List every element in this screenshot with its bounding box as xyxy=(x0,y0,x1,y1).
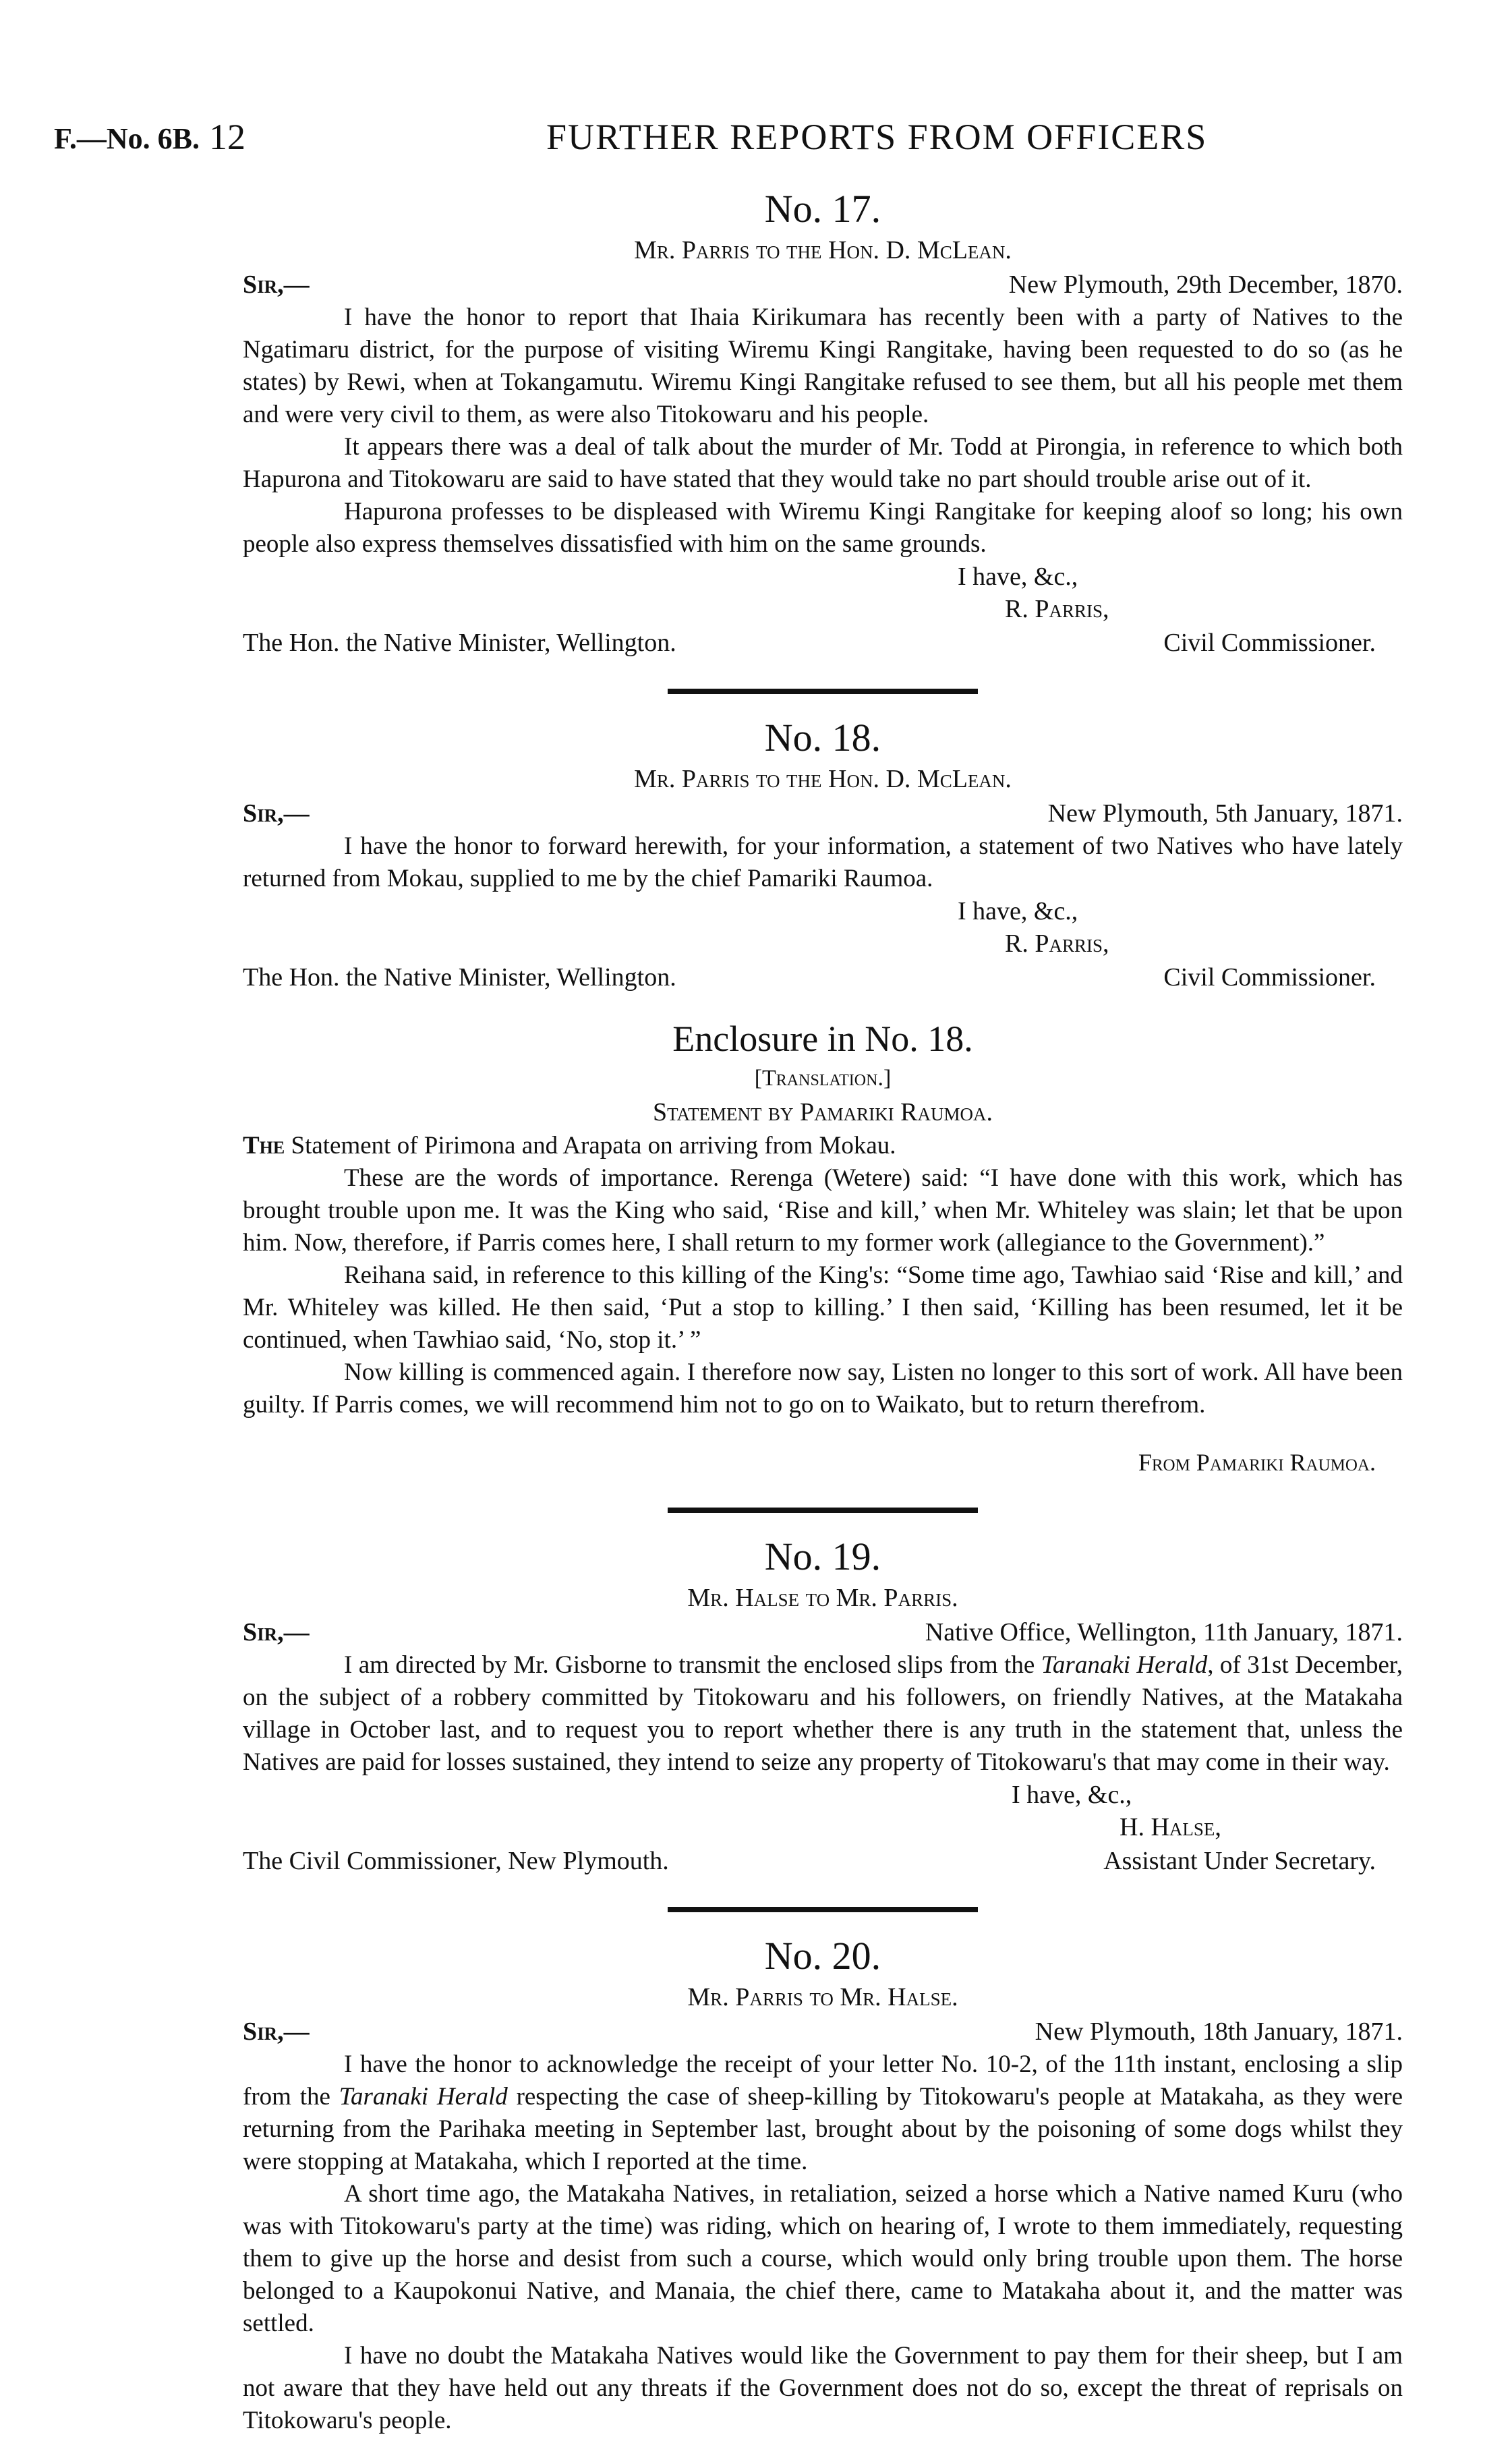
paragraph: Reihana said, in reference to this killing of the King's: “Some time ago, Tawhiao said ‘Rise and kill,’ and Mr. Whiteley was killed. He then said, ‘Put a stop to killing.’ I then said, ‘Killing has been resumed, let it be continued, when Tawhiao said, ‘No, stop it.’ ” xyxy=(243,1261,1403,1354)
letter-no-18 xyxy=(243,714,1403,995)
page-number: 12 xyxy=(209,117,245,157)
addressee: The Hon. the Native Minister, Wellington. xyxy=(243,629,676,657)
paragraph: I have the honor to report that Ihaia Kirikumara has recently been with a party of Natives to the Ngatimaru district, for the purpose of visiting Wiremu Kingi Rangitake, having been requested to do so (as he states) by Rewi, when at Tokangamutu. Wiremu Kingi Rangitake refused to see them, but all his people met them and were very civil to them, as were also Titokowaru and his people. xyxy=(243,304,1403,428)
letter-from-to: Mr. Parris to the Hon. D. McLean. xyxy=(634,236,1012,264)
intro-rest: Statement of Pirimona and Arapata on arriving from Mokau. xyxy=(285,1132,896,1159)
newspaper-title: Taranaki Herald xyxy=(339,2083,508,2111)
salutation: Sir,— xyxy=(243,270,310,299)
signatory: H. Halse, xyxy=(1120,1813,1221,1841)
enclosure-heading: Enclosure in No. 18. xyxy=(672,1019,973,1059)
translation-label: [Translation.] xyxy=(754,1066,892,1091)
signatory: R. Parris, xyxy=(1005,929,1109,958)
paragraph: These are the words of importance. Rerenga (Wetere) said: “I have done with this work, which has brought trouble upon me. It was the King who said, ‘Rise and kill,’ when Mr. Whiteley was slain; let that be upon him. Now, therefore, if Parris comes here, I shall return to my former work (allegiance to the Government).” xyxy=(243,1164,1403,1257)
section-divider xyxy=(668,1907,978,1912)
enclosure-no-18 xyxy=(243,1015,1403,1479)
intro-lead: The xyxy=(243,1132,285,1159)
paragraph-text: , of 31st December, on the subject of a robbery committed by Titokowaru and his followers, on friendly Natives, at the Matakaha village in October last, and to request you to report whether there is any truth in the statement that, unless the Natives are paid for losses sustained, they intend to seize any property of Titokowaru's that may come in their way. xyxy=(243,1651,1403,1776)
paragraph: I have no doubt the Matakaha Natives would like the Government to pay them for their sheep, but I am not aware that they have held out any threats if the Government does not do so, except the threat of reprisals on Titokowaru's people. xyxy=(243,2342,1403,2434)
section-divider xyxy=(668,689,978,694)
document-reference: F.—No. 6B. xyxy=(54,122,200,155)
place-date: Native Office, Wellington, 11th January, 1871. xyxy=(925,1618,1403,1646)
letter-number: No. 19. xyxy=(764,1535,881,1578)
paragraph: It appears there was a deal of talk about the murder of Mr. Todd at Pirongia, in reference to which both Hapurona and Titokowaru are said to have stated that they would take no part should trouble arise out of it. xyxy=(243,433,1403,493)
paragraph xyxy=(243,1649,1403,1779)
salutation: Sir,— xyxy=(243,799,310,828)
paragraph: Hapurona professes to be displeased with Wiremu Kingi Rangitake for keeping aloof so long; his own people also express themselves dissatisfied with him on the same grounds. xyxy=(243,498,1403,558)
running-title: FURTHER REPORTS FROM OFFICERS xyxy=(546,117,1208,157)
salutation-line xyxy=(243,268,1403,302)
letter-no-20 xyxy=(243,1932,1403,2437)
address-line xyxy=(243,625,1403,660)
newspaper-title: Taranaki Herald xyxy=(1041,1651,1208,1679)
statement-intro xyxy=(243,1130,1403,1162)
paragraph-text: I am directed by Mr. Gisborne to transmit the enclosed slips from the xyxy=(344,1651,1041,1679)
signatory-role: Civil Commissioner. xyxy=(1163,963,1376,992)
address-line xyxy=(243,1843,1403,1879)
page-header xyxy=(54,116,1403,163)
statement-signature: From Pamariki Raumoa. xyxy=(1138,1449,1376,1476)
paragraph-text: I have the honor to acknowledge the receipt of your letter No. 10-2, of the 11th instant, enclosing a slip from the xyxy=(243,2051,1403,2111)
paragraph: I have the honor to forward herewith, for your information, a statement of two Natives who have lately returned from Mokau, supplied to me by the chief Pamariki Raumoa. xyxy=(243,832,1403,892)
place-date: New Plymouth, 18th January, 1871. xyxy=(1035,2017,1403,2046)
signatory-role: Civil Commissioner. xyxy=(1163,629,1376,657)
closing: I have, &c., xyxy=(958,563,1078,591)
page-body xyxy=(243,185,1403,2437)
letter-from-to: Mr. Halse to Mr. Parris. xyxy=(687,1584,958,1612)
salutation: Sir,— xyxy=(243,1618,310,1646)
salutation-line xyxy=(243,2015,1403,2048)
salutation-line xyxy=(243,797,1403,830)
paragraph xyxy=(243,2048,1403,2178)
letter-number: No. 18. xyxy=(764,716,881,759)
closing: I have, &c., xyxy=(958,897,1078,925)
section-divider xyxy=(668,1508,978,1513)
paragraph: Now killing is commenced again. I therefore now say, Listen no longer to this sort of work. All have been guilty. If Parris comes, we will recommend him not to go on to Waikato, but to return therefrom. xyxy=(243,1358,1403,1418)
letter-no-19 xyxy=(243,1533,1403,1879)
signatory: R. Parris, xyxy=(1005,595,1109,623)
salutation-line xyxy=(243,1615,1403,1649)
closing: I have, &c., xyxy=(1012,1781,1132,1809)
paragraph: A short time ago, the Matakaha Natives, in retaliation, seized a horse which a Native named Kuru (who was with Titokowaru's party at the time) was riding, which on hearing of, I wrote to them immediately, requesting them to give up the horse and desist from such a course, which would only bring trouble upon them. The horse belonged to a Kaupokonui Native, and Manaia, the chief there, came to Matakaha about it, and the matter was settled. xyxy=(243,2180,1403,2337)
signatory-role: Assistant Under Secretary. xyxy=(1103,1847,1376,1875)
letter-number: No. 17. xyxy=(764,187,881,231)
salutation: Sir,— xyxy=(243,2017,310,2046)
place-date: New Plymouth, 29th December, 1870. xyxy=(1008,270,1403,299)
place-date: New Plymouth, 5th January, 1871. xyxy=(1047,799,1403,828)
letter-from-to: Mr. Parris to the Hon. D. McLean. xyxy=(634,765,1012,793)
letter-no-17 xyxy=(243,185,1403,660)
letter-from-to: Mr. Parris to Mr. Halse. xyxy=(687,1983,958,2011)
statement-title: Statement by Pamariki Raumoa. xyxy=(653,1098,993,1126)
letter-number: No. 20. xyxy=(764,1934,881,1978)
addressee: The Civil Commissioner, New Plymouth. xyxy=(243,1847,669,1875)
paragraph-text: respecting the case of sheep-killing by Titokowaru's people at Matakaha, as they were returning from the Parihaka meeting in September last, brought about by the poisoning of some dogs whilst they were stopping at Matakaha, which I reported at the time. xyxy=(243,2083,1403,2175)
addressee: The Hon. the Native Minister, Wellington. xyxy=(243,963,676,992)
address-line xyxy=(243,960,1403,995)
